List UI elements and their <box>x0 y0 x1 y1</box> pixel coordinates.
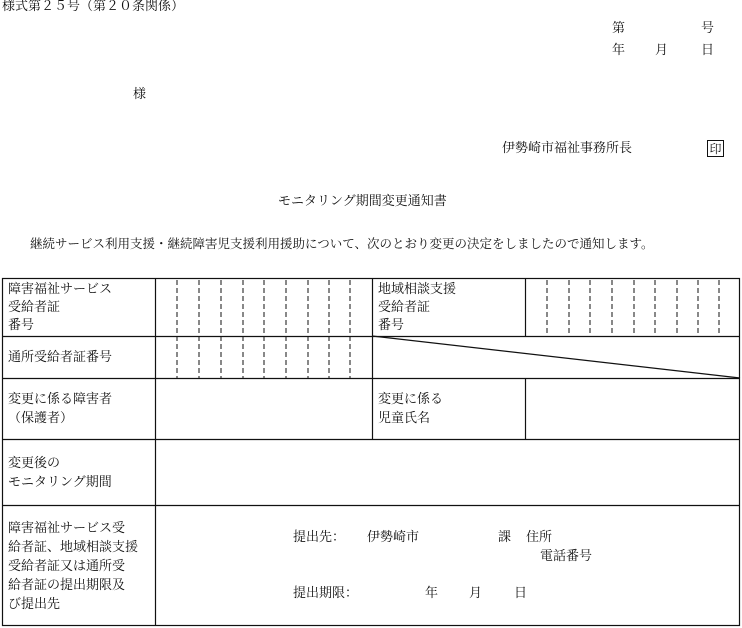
period-label-1: 変更後の <box>8 456 61 471</box>
deadline-day: 日 <box>514 586 528 601</box>
child-label-2: 児童氏名 <box>378 411 431 426</box>
address-label: 住所 <box>526 530 553 545</box>
body-text: 継続サービス利用支援・継続障害児支援利用援助について、次のとおり変更の決定をしましたので通知します。 <box>30 236 654 251</box>
seal-stamp: 印 <box>707 140 724 157</box>
consult-no-label-3: 番号 <box>378 318 405 333</box>
person-label-2: （保護者） <box>8 411 74 426</box>
period-label-2: モニタリング期間 <box>8 475 112 490</box>
submit-to-section: 課 <box>498 530 512 545</box>
number-suffix: 号 <box>701 21 715 36</box>
recipient-no-label-3: 番号 <box>8 318 35 333</box>
phone-label: 電話番号 <box>540 549 593 564</box>
number-prefix: 第 <box>612 21 626 36</box>
recipient-no-label-1: 障害福祉サービス <box>8 282 113 297</box>
date-day: 日 <box>701 43 715 58</box>
commute-no-label: 通所受給者証番号 <box>8 350 113 365</box>
form-number: 様式第２５号（第２０条関係） <box>2 0 185 14</box>
submit-to-label: 提出先： <box>293 530 346 545</box>
deadline-value-label: 提出期限： <box>293 586 359 601</box>
addressee-suffix: 様 <box>133 87 147 102</box>
date-month: 月 <box>655 43 669 58</box>
deadline-month: 月 <box>469 586 483 601</box>
deadline-year: 年 <box>425 586 439 601</box>
date-year: 年 <box>612 43 626 58</box>
submit-to-city: 伊勢崎市 <box>367 530 420 545</box>
consult-no-label-2: 受給者証 <box>378 300 431 315</box>
document-title: モニタリング期間変更通知書 <box>278 194 447 209</box>
person-label-1: 変更に係る障害者 <box>8 392 113 407</box>
recipient-no-label-2: 受給者証 <box>8 300 61 315</box>
consult-no-label-1: 地域相談支援 <box>378 282 457 297</box>
issuer-name: 伊勢崎市福祉事務所長 <box>502 141 633 156</box>
child-label-1: 変更に係る <box>378 392 444 407</box>
deadline-label: 障害福祉サービス受 給者証、地域相談支援 受給者証又は通所受 給者証の提出期限及 び提出先 <box>8 521 139 612</box>
